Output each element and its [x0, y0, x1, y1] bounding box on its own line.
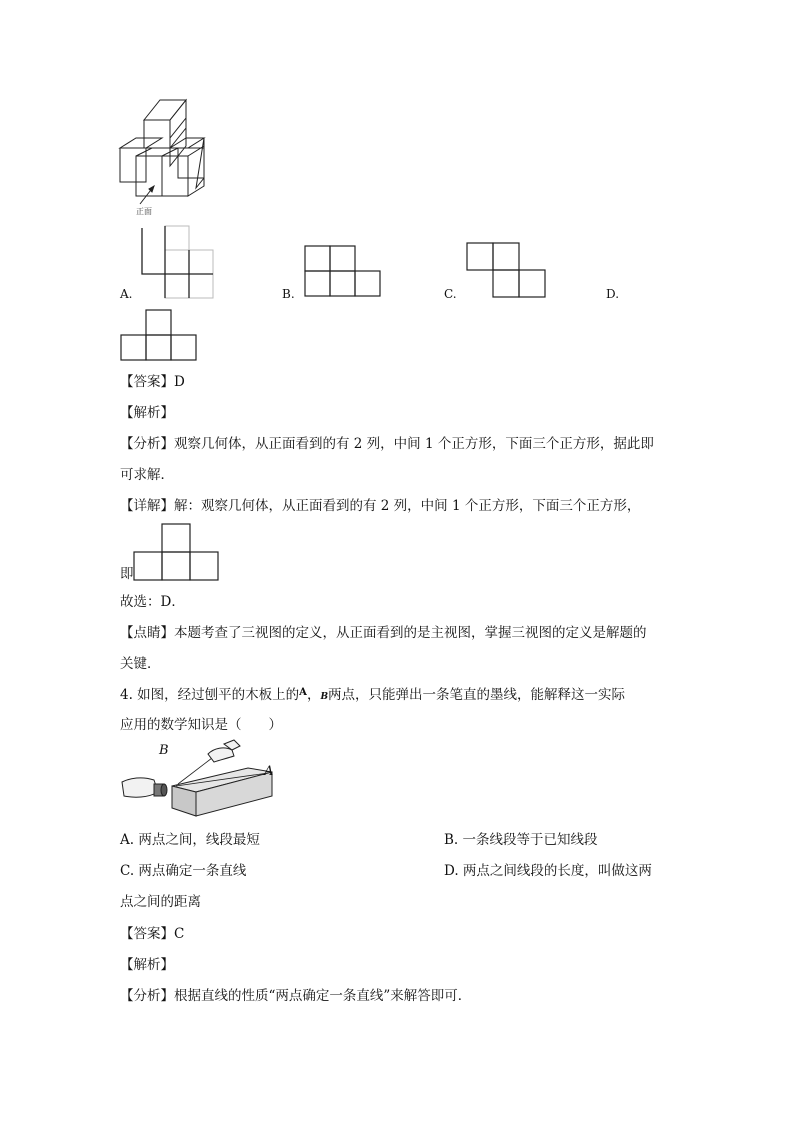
q4-option-d: D. 两点之间线段的长度，叫做这两: [444, 863, 652, 879]
cube-stack-figure: [118, 98, 210, 218]
q4-stem-post: 两点，只能弹出一条笔直的墨线，能解释这一实际: [328, 687, 626, 703]
q4-option-d-cont: 点之间的距离: [120, 894, 201, 910]
q4-option-a: A. 两点之间，线段最短: [120, 832, 260, 848]
option-b-label: B.: [282, 287, 295, 301]
q4-analysis: 【分析】根据直线的性质“两点确定一条直线”来解答即可．: [120, 988, 472, 1004]
q4-stem-line2: 应用的数学知识是（ ）: [120, 717, 282, 733]
q4-stem-pre: 4. 如图，经过刨平的木板上的: [120, 687, 300, 703]
q4-point-a: A: [299, 687, 307, 698]
front-caption: 正面: [136, 207, 152, 216]
option-c-label: C.: [444, 287, 457, 301]
option-c-figure: [466, 242, 548, 298]
q4-point-b: B: [320, 692, 329, 702]
option-b-figure: [304, 245, 382, 297]
option-a-figure: [140, 226, 214, 298]
q4-stem-line1: [120, 688, 625, 703]
q3-detail-line1: 【详解】解：观察几何体，从正面看到的有 2 列，中间 1 个正方形，下面三个正方形，: [120, 498, 641, 514]
option-d-label: D.: [606, 287, 620, 301]
q4-comma: ，: [306, 687, 321, 703]
q3-choice: 故选：D．: [120, 594, 185, 610]
q4-option-c: C. 两点确定一条直线: [120, 863, 247, 879]
q3-comment-line2: 关键．: [120, 656, 161, 672]
q3-analysis-line1: 【分析】观察几何体，从正面看到的有 2 列，中间 1 个正方形，下面三个正方形，据此即: [120, 436, 654, 452]
option-d-figure: [120, 309, 198, 361]
q4-option-b: B. 一条线段等于已知线段: [444, 832, 598, 848]
q3-analysis-line2: 可求解．: [120, 467, 174, 483]
figure-label-b: B: [159, 743, 169, 758]
q3-comment-line1: 【点睛】本题考查了三视图的定义，从正面看到的是主视图，掌握三视图的定义是解题的: [120, 625, 647, 641]
q4-answer: 【答案】C: [120, 926, 185, 942]
q4-analysis-heading: 【解析】: [120, 957, 174, 973]
q3-analysis-heading: 【解析】: [120, 405, 174, 421]
option-a-label: A.: [120, 287, 133, 301]
q3-detail-figure: [133, 523, 221, 581]
board-hands-figure: [120, 740, 282, 820]
q3-answer: 【答案】D: [120, 374, 185, 390]
figure-label-a: A: [264, 764, 274, 779]
q3-detail-prefix: 即: [120, 566, 134, 582]
